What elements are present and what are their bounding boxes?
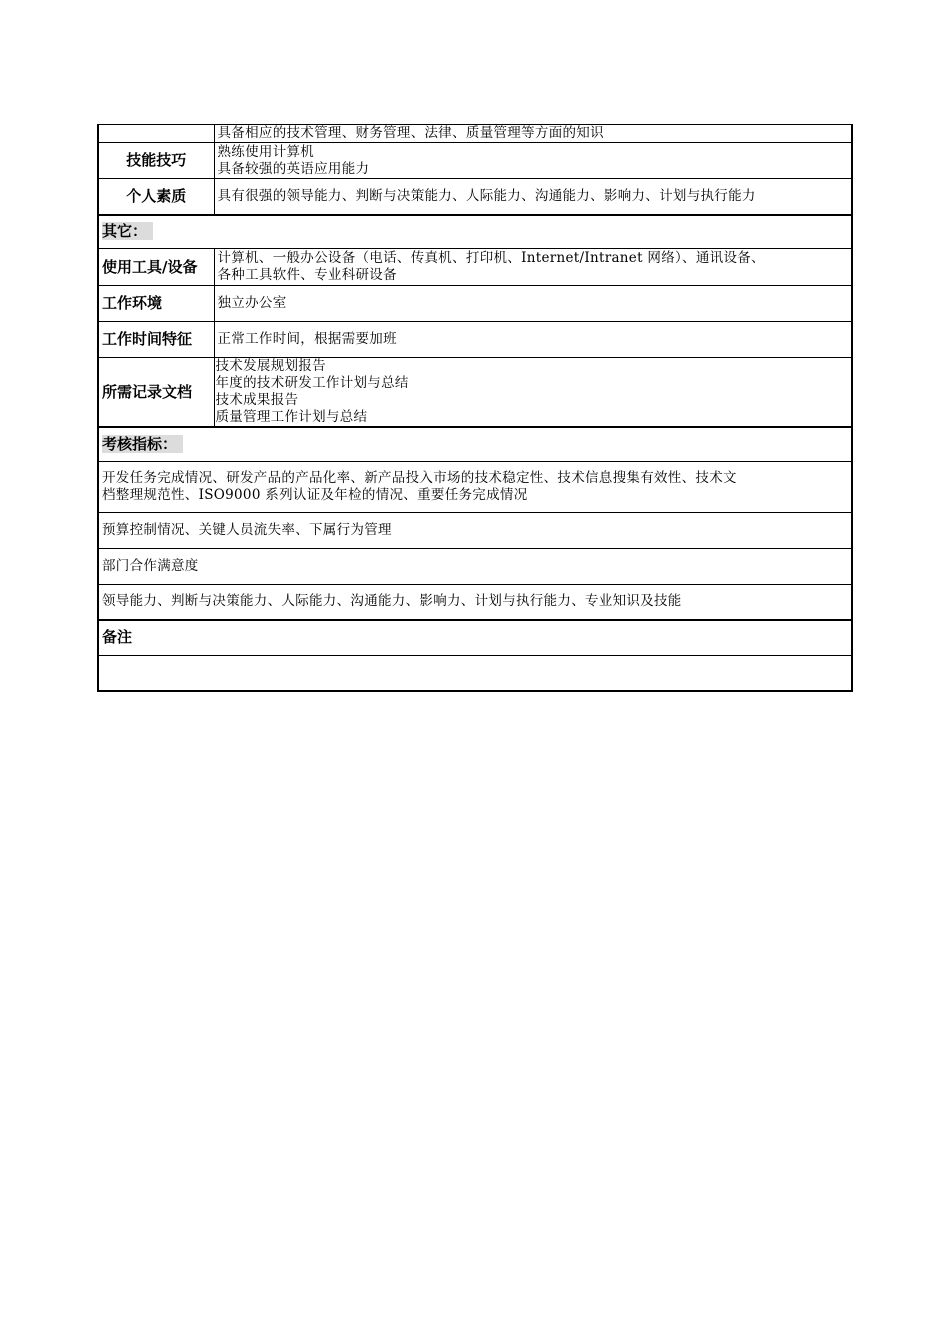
remarks-content [98,655,852,691]
documents-content: 技术发展规划报告 年度的技术研发工作计划与总结 技术成果报告 质量管理工作计划与总结 [214,358,852,428]
work-time-label: 工作时间特征 [98,322,214,358]
knowledge-row [98,125,852,143]
documents-row [98,358,852,428]
job-description-sheet [97,124,853,692]
personal-quality-label: 个人素质 [98,179,214,215]
environment-row [98,286,852,322]
tools-content: 计算机、一般办公设备（电话、传真机、打印机、Internet/Intranet 网络）、通讯设备、 各种工具软件、专业科研设备 [214,249,852,286]
kpi-item-2: 预算控制情况、关键人员流失率、下属行为管理 [98,512,852,548]
kpi-section-title: 考核指标： [102,435,183,453]
kpi-item-3: 部门合作满意度 [98,548,852,584]
work-time-content: 正常工作时间，根据需要加班 [214,322,852,358]
documents-label: 所需记录文档 [98,358,214,428]
skills-row [98,143,852,179]
other-section-header [98,215,852,249]
tools-row [98,249,852,286]
other-section-title: 其它： [102,222,153,240]
knowledge-content: 具备相应的技术管理、财务管理、法律、质量管理等方面的知识 [214,125,852,143]
kpi-item-1: 开发任务完成情况、研发产品的产品化率、新产品投入市场的技术稳定性、技术信息搜集有效性、技术文 档整理规范性、ISO9000 系列认证及年检的情况、重要任务完成情况 [98,461,852,512]
skills-content: 熟练使用计算机 具备较强的英语应用能力 [214,143,852,179]
kpi-section-header [98,427,852,461]
remarks-title: 备注 [98,620,852,655]
environment-label: 工作环境 [98,286,214,322]
kpi-row [98,548,852,584]
remarks-row [98,655,852,691]
kpi-row [98,461,852,512]
kpi-row [98,584,852,620]
knowledge-label [98,125,214,143]
kpi-item-4: 领导能力、判断与决策能力、人际能力、沟通能力、影响力、计划与执行能力、专业知识及技能 [98,584,852,620]
tools-label: 使用工具/设备 [98,249,214,286]
remarks-section-header [98,620,852,655]
environment-content: 独立办公室 [214,286,852,322]
job-description-table [97,124,853,692]
work-time-row [98,322,852,358]
kpi-row [98,512,852,548]
skills-label: 技能技巧 [98,143,214,179]
personal-quality-row [98,179,852,215]
personal-quality-content: 具有很强的领导能力、判断与决策能力、人际能力、沟通能力、影响力、计划与执行能力 [214,179,852,215]
